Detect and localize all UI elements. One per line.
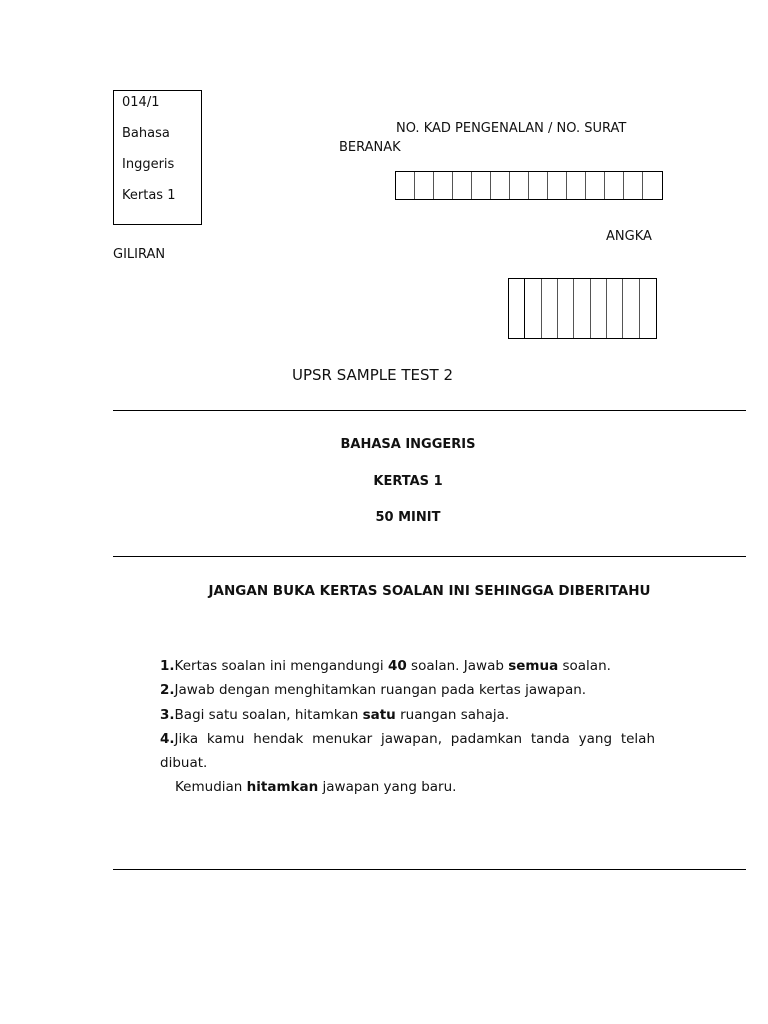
ic-cell[interactable] bbox=[510, 172, 529, 199]
paper-label: KERTAS 1 bbox=[373, 474, 443, 489]
ic-cell[interactable] bbox=[396, 172, 415, 199]
subject-name: BAHASA INGGERIS bbox=[340, 437, 476, 452]
ic-cell[interactable] bbox=[643, 172, 662, 199]
divider-bottom bbox=[113, 869, 746, 870]
duration-label: 50 MINIT bbox=[375, 510, 441, 525]
angka-cell[interactable] bbox=[574, 279, 590, 338]
angka-cell[interactable] bbox=[542, 279, 558, 338]
paper-subject-line1: Bahasa bbox=[122, 126, 170, 141]
ic-cell[interactable] bbox=[548, 172, 567, 199]
angka-cell[interactable] bbox=[591, 279, 607, 338]
angka-cell[interactable] bbox=[623, 279, 639, 338]
ic-cell[interactable] bbox=[472, 172, 491, 199]
ic-cell[interactable] bbox=[453, 172, 472, 199]
instructions-list bbox=[160, 654, 655, 800]
giliran-label: GILIRAN bbox=[113, 247, 166, 262]
ic-cell[interactable] bbox=[586, 172, 605, 199]
paper-code-box bbox=[113, 90, 202, 225]
ic-cell[interactable] bbox=[567, 172, 586, 199]
divider-middle bbox=[113, 556, 746, 557]
ic-cell[interactable] bbox=[491, 172, 510, 199]
ic-cell[interactable] bbox=[605, 172, 624, 199]
angka-cell[interactable] bbox=[607, 279, 623, 338]
ic-cell[interactable] bbox=[624, 172, 643, 199]
divider-top bbox=[113, 410, 746, 411]
angka-giliran-grid[interactable] bbox=[508, 278, 657, 339]
angka-cell[interactable] bbox=[558, 279, 574, 338]
test-title: UPSR SAMPLE TEST 2 bbox=[292, 366, 454, 384]
ic-number-grid[interactable] bbox=[395, 171, 663, 200]
instruction-continuation: Kemudian hitamkan jawapan yang baru. bbox=[175, 779, 457, 796]
instruction-item: 4.Jika kamu hendak menukar jawapan, padamkan tanda yang telah dibuat. bbox=[160, 730, 655, 772]
ic-cell[interactable] bbox=[415, 172, 434, 199]
ic-label-line2: BERANAK bbox=[339, 140, 401, 155]
paper-subject-line2: Inggeris bbox=[122, 157, 175, 172]
angka-cell[interactable] bbox=[509, 279, 525, 338]
paper-number: Kertas 1 bbox=[122, 188, 176, 203]
ic-label-line1: NO. KAD PENGENALAN / NO. SURAT bbox=[396, 121, 627, 136]
angka-cell[interactable] bbox=[640, 279, 656, 338]
ic-cell[interactable] bbox=[529, 172, 548, 199]
angka-label: ANGKA bbox=[606, 229, 652, 244]
instruction-item: 1.Kertas soalan ini mengandungi 40 soalan. Jawab semua soalan. bbox=[160, 658, 611, 674]
angka-cell[interactable] bbox=[525, 279, 541, 338]
instruction-item: 3.Bagi satu soalan, hitamkan satu ruangan sahaja. bbox=[160, 706, 510, 723]
paper-code: 014/1 bbox=[122, 95, 160, 110]
warning-text: JANGAN BUKA KERTAS SOALAN INI SEHINGGA DIBERITAHU bbox=[208, 583, 651, 599]
instruction-item: 2.Jawab dengan menghitamkan ruangan pada kertas jawapan. bbox=[160, 682, 587, 699]
ic-cell[interactable] bbox=[434, 172, 453, 199]
